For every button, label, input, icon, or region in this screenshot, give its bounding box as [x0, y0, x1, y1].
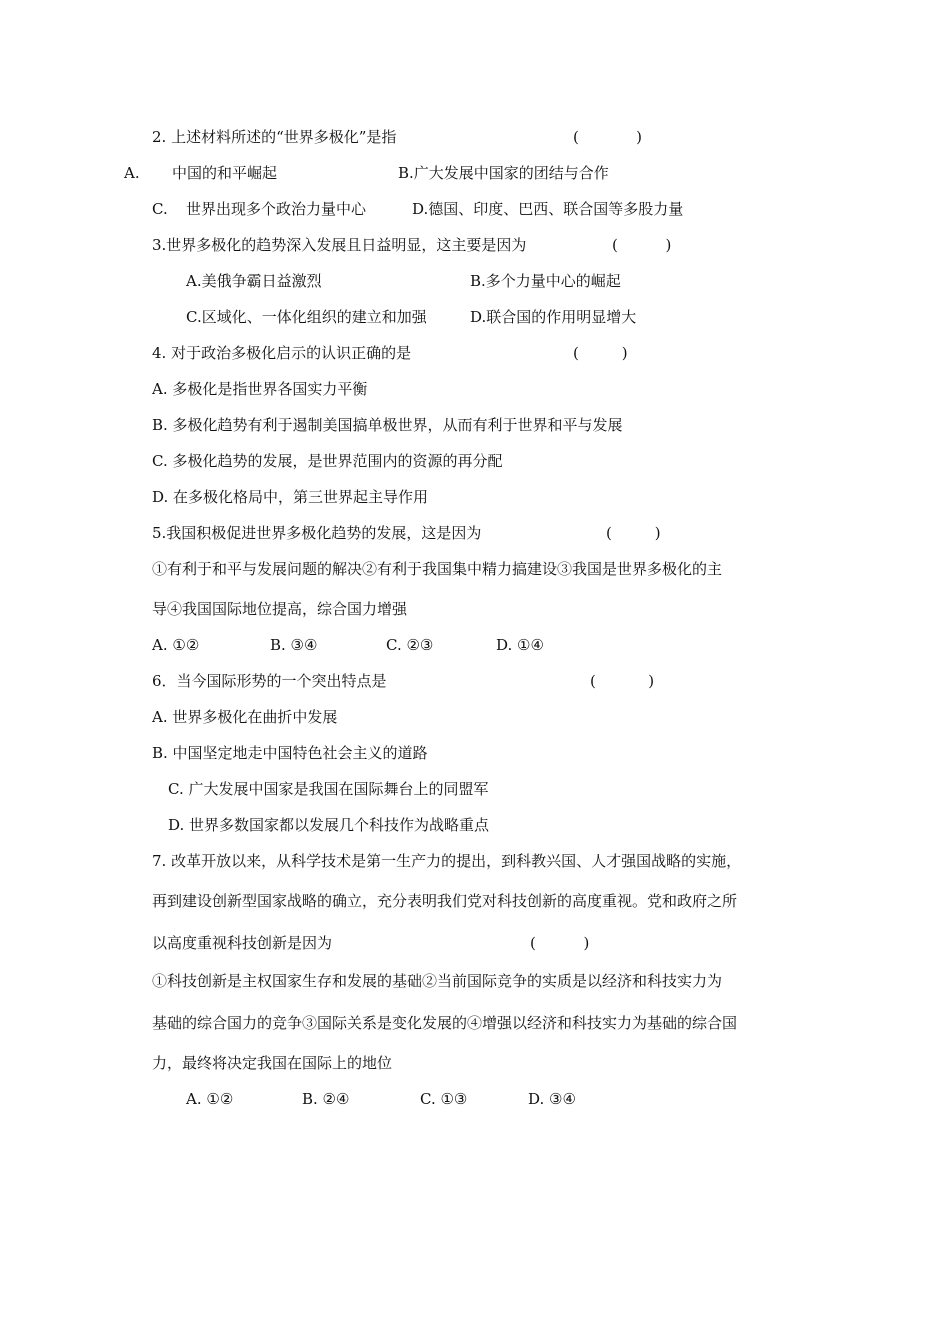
- q4-answer-parens: ( ): [573, 344, 628, 362]
- q5-option-a: A. ①②: [152, 636, 200, 654]
- q7-option-c: C. ①③: [420, 1090, 468, 1108]
- q5-option-d: D. ①④: [496, 636, 544, 654]
- q3-stem: 3.世界多极化的趋势深入发展且日益明显，这主要是因为: [152, 236, 527, 254]
- q4-option-d: D. 在多极化格局中，第三世界起主导作用: [152, 488, 429, 506]
- q7-option-d: D. ③④: [528, 1090, 576, 1108]
- q3-option-b: B.多个力量中心的崛起: [470, 272, 621, 290]
- q3-option-d: D.联合国的作用明显增大: [470, 308, 637, 326]
- q4-option-b: B. 多极化趋势有利于遏制美国搞单极世界，从而有利于世界和平与发展: [152, 416, 623, 434]
- q6-option-a: A. 世界多极化在曲折中发展: [152, 708, 338, 726]
- q2-answer-parens: ( ): [573, 128, 642, 146]
- q2-option-d: D.德国、印度、巴西、联合国等多股力量: [412, 200, 684, 218]
- q5-statements-line-2: 导④我国国际地位提高，综合国力增强: [152, 600, 408, 618]
- q5-option-b: B. ③④: [270, 636, 318, 654]
- q2-option-a-label: A.: [124, 164, 140, 182]
- q4-stem: 4. 对于政治多极化启示的认识正确的是: [152, 344, 412, 362]
- q7-stem-line-2: 再到建设创新型国家战略的确立，充分表明我们党对科技创新的高度重视。党和政府之所: [152, 892, 738, 910]
- q6-stem: 6．当今国际形势的一个突出特点是: [152, 672, 387, 690]
- q2-option-c: 世界出现多个政治力量中心: [186, 200, 367, 218]
- q2-option-b: B.广大发展中国家的团结与合作: [398, 164, 609, 182]
- q4-option-c: C. 多极化趋势的发展，是世界范围内的资源的再分配: [152, 452, 503, 470]
- q5-option-c: C. ②③: [386, 636, 434, 654]
- q5-stem: 5.我国积极促进世界多极化趋势的发展，这是因为: [152, 524, 482, 542]
- q3-option-a: A.美俄争霸日益激烈: [186, 272, 322, 290]
- q7-stem-line-3: 以高度重视科技创新是因为: [152, 934, 333, 952]
- q6-option-b: B. 中国坚定地走中国特色社会主义的道路: [152, 744, 428, 762]
- q5-answer-parens: ( ): [606, 524, 661, 542]
- q7-option-a: A. ①②: [186, 1090, 234, 1108]
- q7-statements-line-2: 基础的综合国力的竞争③国际关系是变化发展的④增强以经济和科技实力为基础的综合国: [152, 1014, 738, 1032]
- q6-option-c: C. 广大发展中国家是我国在国际舞台上的同盟军: [168, 780, 489, 798]
- q2-option-c-label: C.: [152, 200, 168, 218]
- q6-option-d: D. 世界多数国家都以发展几个科技作为战略重点: [168, 816, 490, 834]
- q5-statements-line-1: ①有利于和平与发展问题的解决②有利于我国集中精力搞建设③我国是世界多极化的主: [152, 560, 723, 578]
- q6-answer-parens: ( ): [590, 672, 655, 690]
- q7-statements-line-3: 力，最终将决定我国在国际上的地位: [152, 1054, 393, 1072]
- q2-option-a: 中国的和平崛起: [172, 164, 278, 182]
- q3-answer-parens: ( ): [612, 236, 672, 254]
- q7-answer-parens: ( ): [530, 934, 590, 952]
- q3-option-c: C.区域化、一体化组织的建立和加强: [186, 308, 427, 326]
- q2-stem: 2. 上述材料所述的“世界多极化”是指: [152, 128, 397, 146]
- q7-stem-line-1: 7. 改革开放以来，从科学技术是第一生产力的提出，到科教兴国、人才强国战略的实施，: [152, 852, 742, 870]
- q4-option-a: A. 多极化是指世界各国实力平衡: [152, 380, 368, 398]
- q7-option-b: B. ②④: [302, 1090, 350, 1108]
- q7-statements-line-1: ①科技创新是主权国家生存和发展的基础②当前国际竞争的实质是以经济和科技实力为: [152, 972, 723, 990]
